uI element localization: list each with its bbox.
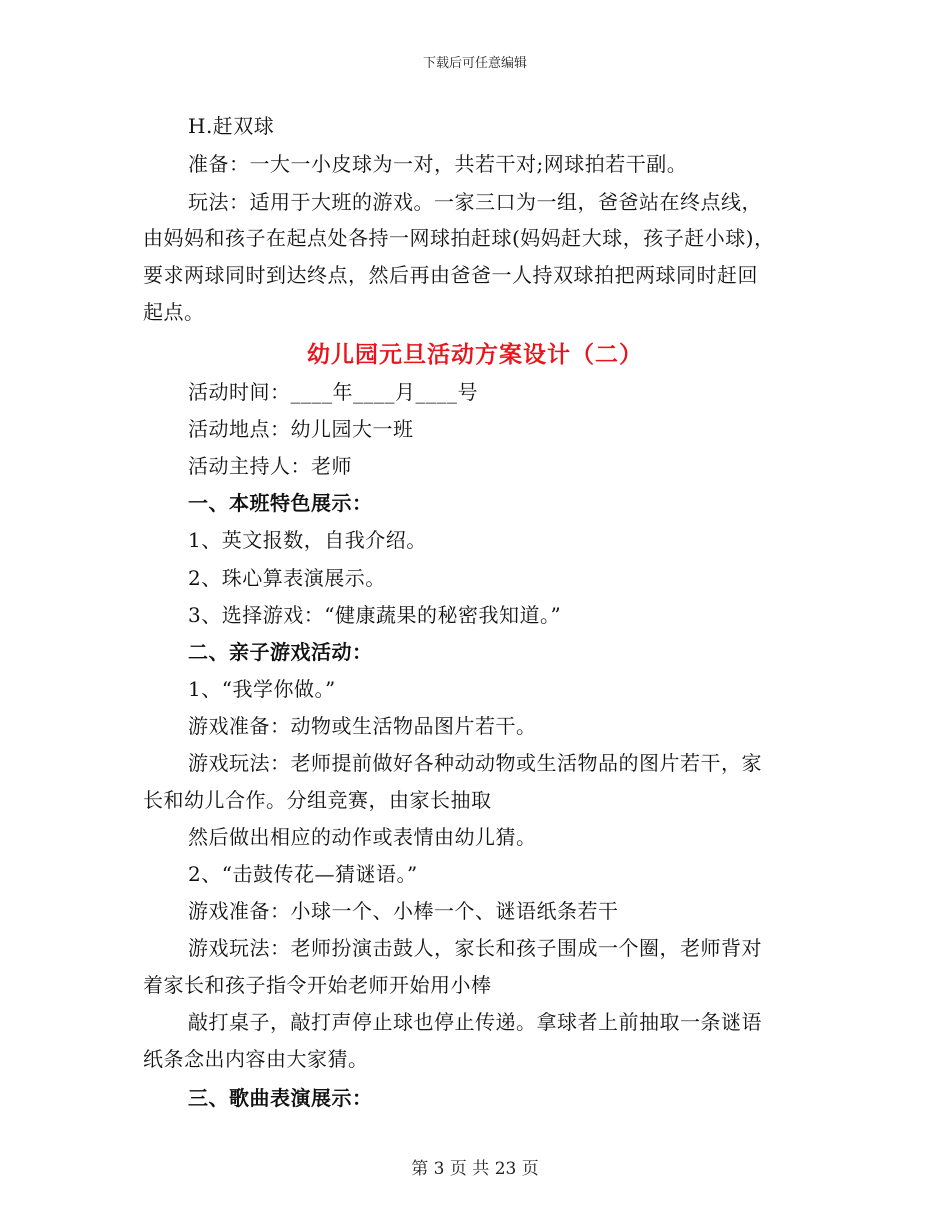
- game1-play-line: 长和幼儿合作。分组竞赛，由家长抽取: [143, 788, 492, 812]
- game2-play-line: 纸条念出内容由大家猜。: [143, 1047, 369, 1071]
- game1-prep: 游戏准备：动物或生活物品图片若干。: [188, 714, 537, 738]
- document-title: 幼儿园元旦活动方案设计（二）: [307, 341, 643, 368]
- info-place: 活动地点：幼儿园大一班: [188, 417, 414, 441]
- game2-play-line: 着家长和孩子指令开始老师开始用小棒: [143, 973, 492, 997]
- section-h-play-line: 玩法：适用于大班的游戏。一家三口为一组，爸爸站在终点线，: [188, 190, 762, 214]
- info-host: 活动主持人：老师: [188, 454, 352, 478]
- game2-play-line: 游戏玩法：老师扮演击鼓人，家长和孩子围成一个圈，老师背对: [188, 936, 762, 960]
- part1-heading: 一、本班特色展示：: [188, 491, 373, 515]
- game1-title: 1、“我学你做。”: [188, 677, 336, 701]
- section-h-play-line: 由妈妈和孩子在起点处各持一网球拍赶球(妈妈赶大球，孩子赶小球)，: [143, 226, 775, 250]
- part1-item: 3、选择游戏：“健康蔬果的秘密我知道。”: [188, 603, 562, 627]
- game2-prep: 游戏准备：小球一个、小棒一个、谜语纸条若干: [188, 899, 619, 923]
- page-header: 下载后可任意编辑: [422, 56, 527, 71]
- section-h-play-line: 起点。: [143, 300, 205, 324]
- info-time: 活动时间：____年____月____号: [188, 380, 478, 404]
- part3-heading: 三、歌曲表演展示：: [188, 1086, 373, 1110]
- game1-play-line: 然后做出相应的动作或表情由幼儿猜。: [188, 825, 537, 849]
- section-h-prep: 准备：一大一小皮球为一对，共若干对;网球拍若干副。: [188, 152, 688, 176]
- game2-play-line: 敲打桌子，敲打声停止球也停止传递。拿球者上前抽取一条谜语: [188, 1010, 762, 1034]
- game1-play-line: 游戏玩法：老师提前做好各种动动物或生活物品的图片若干，家: [188, 751, 762, 775]
- game2-title: 2、“击鼓传花—猜谜语。”: [188, 862, 418, 886]
- part1-item: 2、珠心算表演展示。: [188, 566, 386, 590]
- part1-item: 1、英文报数，自我介绍。: [188, 528, 427, 552]
- page-footer: 第 3 页 共 23 页: [411, 1159, 539, 1179]
- section-h-title: H.赶双球: [188, 114, 275, 138]
- section-h-play-line: 要求两球同时到达终点，然后再由爸爸一人持双球拍把两球同时赶回: [143, 263, 758, 287]
- part2-heading: 二、亲子游戏活动：: [188, 640, 373, 664]
